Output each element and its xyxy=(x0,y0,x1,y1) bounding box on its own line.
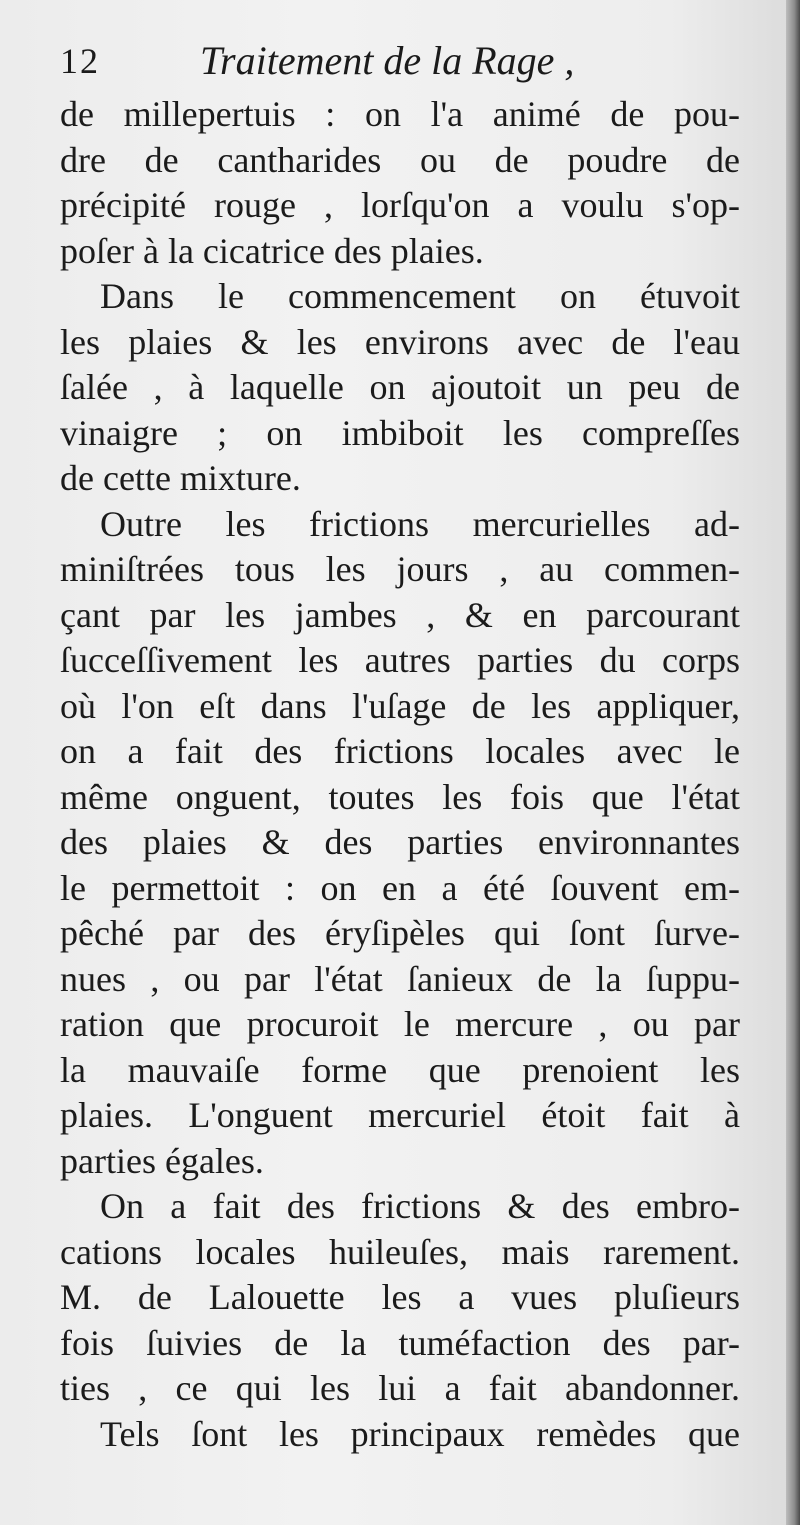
text-line: çant par les jambes , & en parcourant xyxy=(60,594,740,635)
text-line: nues , ou par l'état ſanieux de la ſuppu- xyxy=(60,958,740,999)
text-line: vinaigre ; on imbiboit les compreſſes xyxy=(60,412,740,453)
text-line: ration que procuroit le mercure , ou par xyxy=(60,1004,740,1044)
text-line: on a fait des frictions locales avec le xyxy=(60,731,740,771)
text-line: où l'on eſt dans l'uſage de les appliquer, xyxy=(60,685,740,726)
text-line: même onguent, toutes les fois que l'état xyxy=(60,776,740,817)
text-line: les plaies & les environs avec de l'eau xyxy=(60,321,740,362)
text-line: miniſtrées tous les jours , au commen- xyxy=(60,549,740,589)
body-text xyxy=(60,92,740,1457)
page-edge-shadow xyxy=(786,0,800,1525)
text-line: Dans le commencement on étuvoit xyxy=(100,276,740,316)
text-line: précipité rouge , lorſqu'on a voulu s'op- xyxy=(60,185,740,225)
text-line: la mauvaiſe forme que prenoient les xyxy=(60,1049,740,1090)
text-line: M. de Lalouette les a vues pluſieurs xyxy=(60,1277,740,1317)
text-line: Outre les frictions mercurielles ad- xyxy=(100,503,740,544)
page-number: 12 xyxy=(60,41,100,81)
text-line: des plaies & des parties environnantes xyxy=(60,822,740,862)
page-text-block xyxy=(60,30,740,1457)
text-line: plaies. L'onguent mercuriel étoit fait à xyxy=(60,1095,740,1135)
text-line: cations locales huileuſes, mais rarement. xyxy=(60,1231,740,1272)
running-head xyxy=(60,30,740,92)
text-line: Tels ſont les principaux remèdes que xyxy=(100,1413,740,1454)
text-line: ſalée , à laquelle on ajoutoit un peu de xyxy=(60,367,740,407)
text-line: de cette mixture. xyxy=(60,458,301,498)
running-head-title: Traitement de la Rage , xyxy=(200,38,575,83)
text-line: parties égales. xyxy=(60,1140,264,1181)
text-line: ties , ce qui les lui a fait abandonner. xyxy=(60,1368,740,1408)
text-line: le permettoit : on en a été ſouvent em- xyxy=(60,867,740,908)
text-line: de millepertuis : on l'a animé de pou- xyxy=(60,94,740,134)
text-line: pêché par des éryſipèles qui ſont ſurve- xyxy=(60,913,740,953)
text-line: dre de cantharides ou de poudre de xyxy=(60,139,740,180)
text-line: poſer à la cicatrice des plaies. xyxy=(60,230,484,271)
text-line: fois ſuivies de la tuméfaction des par- xyxy=(60,1322,740,1363)
text-line: ſucceſſivement les autres parties du corps xyxy=(60,640,740,680)
text-line: On a fait des frictions & des embro- xyxy=(100,1186,740,1226)
